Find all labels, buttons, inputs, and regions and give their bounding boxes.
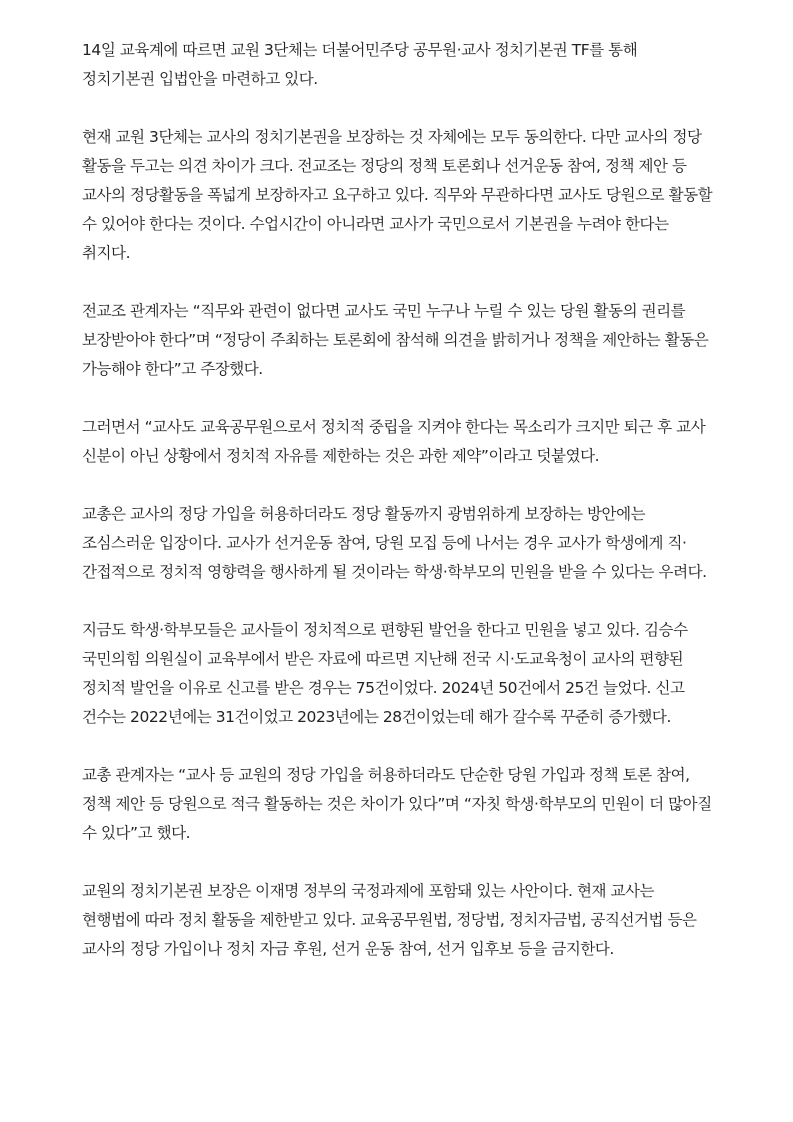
article-paragraph: 교원의 정치기본권 보장은 이재명 정부의 국정과제에 포함돼 있는 사안이다. 현재 교사는 현행법에 따라 정치 활동을 제한받고 있다. 교육공무원법, 정당법, 정치자금법, 공직선거법 등은 교사의 정당 가입이나 정치 자금 후원, 선거 운동 참여, 선거 입후보 등을 금지한다.	[82, 882, 697, 958]
article-paragraph: 14일 교육계에 따르면 교원 3단체는 더불어민주당 공무원·교사 정치기본권 TF를 통해 정치기본권 입법안을 마련하고 있다.	[82, 41, 638, 88]
article-paragraph: 교총은 교사의 정당 가입을 허용하더라도 정당 활동까지 광범위하게 보장하는 방안에는 조심스러운 입장이다. 교사가 선거운동 참여, 당원 모집 등에 나서는 경우 교사가 학생에게 직·간접적으로 정치적 영향력을 행사하게 될 것이라는 학생·학부모의 민원을 받을 수 있다는 우려다.	[82, 505, 707, 581]
article-paragraph: 그러면서 “교사도 교육공무원으로서 정치적 중립을 지켜야 한다는 목소리가 크지만 퇴근 후 교사 신분이 아닌 상황에서 정치적 자유를 제한하는 것은 과한 제약”이라고 덧붙였다.	[82, 418, 706, 465]
article-paragraph: 지금도 학생·학부모들은 교사들이 정치적으로 편향된 발언을 한다고 민원을 넣고 있다. 김승수 국민의힘 의원실이 교육부에서 받은 자료에 따르면 지난해 전국 시·도교육청이 교사의 편향된 정치적 발언을 이유로 신고를 받은 경우는 75건이었다. 2024년 50건에서 25건 늘었다. 신고 건수는 2022년에는 31건이었고 2023년에는 28건이었는데 해가 갈수록 꾸준히 증가했다.	[82, 621, 688, 726]
article-paragraph: 교총 관계자는 “교사 등 교원의 정당 가입을 허용하더라도 단순한 당원 가입과 정책 토론 참여, 정책 제안 등 당원으로 적극 활동하는 것은 차이가 있다”며 “자칫 학생·학부모의 민원이 더 많아질 수 있다”고 했다.	[82, 766, 712, 842]
article-paragraph: 전교조 관계자는 “직무와 관련이 없다면 교사도 국민 누구나 누릴 수 있는 당원 활동의 권리를 보장받아야 한다”며 “정당이 주최하는 토론회에 참석해 의견을 밝히거나 정책을 제안하는 활동은 가능해야 한다”고 주장했다.	[82, 302, 709, 378]
article-paragraph: 현재 교원 3단체는 교사의 정치기본권을 보장하는 것 자체에는 모두 동의한다. 다만 교사의 정당 활동을 두고는 의견 차이가 크다. 전교조는 정당의 정책 토론회나 선거운동 참여, 정책 제안 등 교사의 정당활동을 폭넓게 보장하자고 요구하고 있다. 직무와 무관하다면 교사도 당원으로 활동할 수 있어야 한다는 것이다. 수업시간이 아니라면 교사가 국민으로서 기본권을 누려야 한다는 취지다.	[82, 128, 713, 262]
